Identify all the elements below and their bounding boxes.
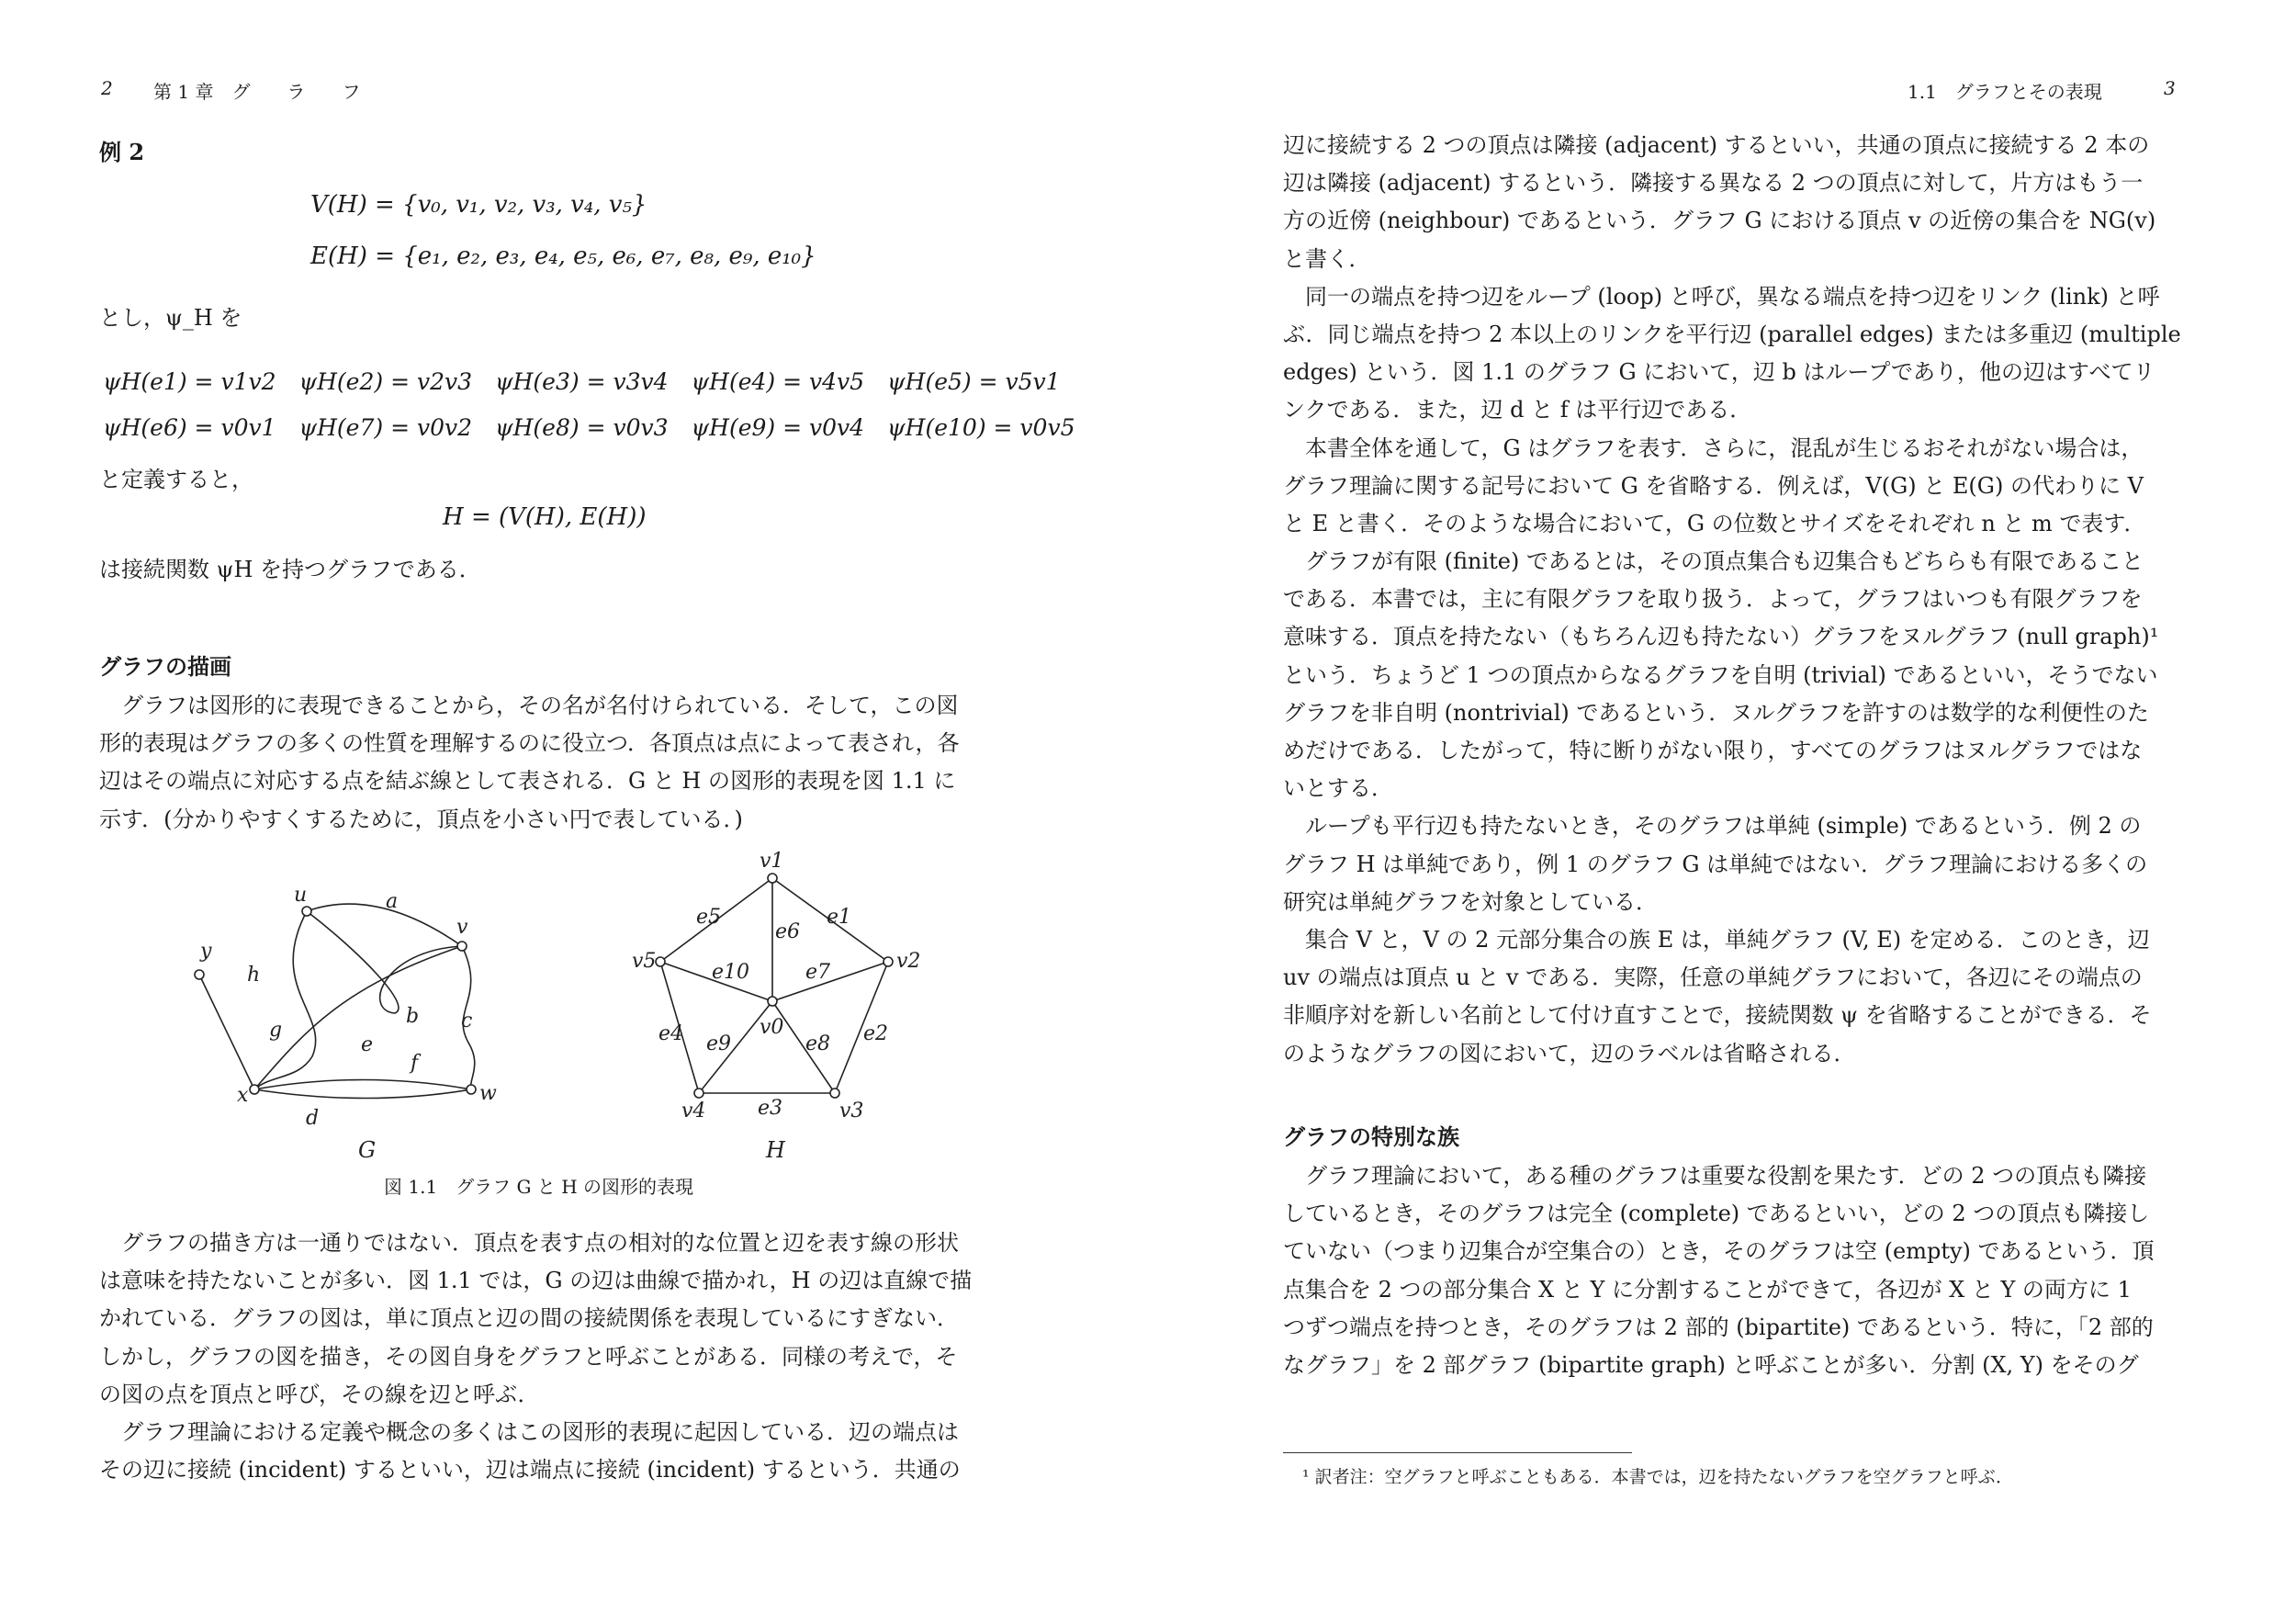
- edge-a: [307, 904, 462, 946]
- vertex-set-equation: V(H) = {v₀, v₁, v₂, v₃, v₄, v₅}: [310, 191, 647, 219]
- left-page: [0, 0, 1139, 1602]
- label-u: u: [294, 884, 308, 907]
- label-v2: v2: [896, 950, 921, 973]
- vertex-v5: [656, 957, 665, 966]
- text-line: グラフ理論において，ある種のグラフは重要な役割を果たす．どの 2 つの頂点も隣接: [1283, 1163, 2147, 1189]
- text-line: なグラフ」を 2 部グラフ (bipartite graph) と呼ぶことが多い．分割 (X, Y) をそのグ: [1283, 1351, 2139, 1378]
- figure-1-1: [165, 850, 992, 1167]
- label-a: a: [386, 890, 399, 913]
- drawing-paragraph: [99, 687, 1018, 839]
- text-line: と書く．: [1283, 245, 1371, 272]
- text-line: グラフ理論における定義や概念の多くはこの図形的表現に起因している．辺の端点は: [99, 1418, 959, 1445]
- text-line: つずつ端点を持つとき，そのグラフは 2 部的 (bipartite) であるという．特に，「2 部的: [1283, 1314, 2154, 1340]
- vertex-v3: [830, 1089, 839, 1098]
- text-line: 意味する．頂点を持たない（もちろん辺も持たない）グラフをヌルグラフ (null graph)¹: [1283, 624, 2159, 650]
- label-e6: e6: [775, 920, 801, 943]
- text-line: グラフは図形的に表現できることから，その名が名付けられている．そして，この図: [99, 693, 959, 718]
- edge-d: [254, 1089, 471, 1099]
- edge-b: [307, 911, 462, 1013]
- vertex-x: [250, 1085, 259, 1094]
- text-line: ぶ．同じ端点を持つ 2 本以上のリンクを平行辺 (parallel edges) または多重辺 (multiple: [1283, 321, 2181, 347]
- text-line: の図の点を頂点と呼び，その線を辺と呼ぶ．: [99, 1381, 540, 1407]
- vertex-v2: [884, 957, 893, 966]
- edge-f: [254, 1080, 471, 1090]
- edge-e: [254, 946, 462, 1089]
- drawing-paragraph-2: [99, 1224, 1018, 1489]
- vertex-v0: [768, 997, 777, 1006]
- vertex-y: [195, 970, 204, 979]
- text-line: その辺に接続 (incident) するといい，辺は端点に接続 (incident) するという．共通の: [99, 1457, 961, 1484]
- label-e: e: [361, 1033, 374, 1056]
- edge-g: [254, 911, 316, 1089]
- label-e7: e7: [805, 961, 831, 984]
- define-text: と定義すると，: [99, 467, 253, 492]
- incidence-line-2: ψH(e6) = v0v1 ψH(e7) = v0v2 ψH(e8) = v0v3 ψH(e9) = v0v4 ψH(e10) = v0v5: [103, 414, 1075, 441]
- chapter-header: 第 1 章 グ ラ フ: [153, 81, 361, 103]
- text-line: 辺は隣接 (adjacent) するという．隣接する異なる 2 つの頂点に対して，片方はもう一: [1283, 170, 2144, 197]
- text-line: 示す．(分かりやすくするために，頂点を小さい円で表している．): [99, 806, 743, 832]
- graph-h-name: H: [766, 1137, 785, 1163]
- label-h: h: [247, 964, 261, 987]
- text-line: 同一の端点を持つ辺をループ (loop) と呼び，異なる端点を持つ辺をリンク (link) と呼: [1283, 283, 2160, 310]
- text-line: 非順序対を新しい名前として付け直すことで，接続関数 ψ を省略することができる．そ: [1283, 1002, 2152, 1029]
- text-line: グラフを非自明 (nontrivial) であるという．ヌルグラフを許すのは数学的な利便性のた: [1283, 699, 2149, 726]
- label-e4: e4: [658, 1022, 684, 1045]
- text-line: しかし，グラフの図を描き，その図自身をグラフと呼ぶことがある．同様の考えで，そ: [99, 1343, 958, 1370]
- text-line: ていない（つまり辺集合が空集合の）とき，そのグラフは空 (empty) であるという．頂: [1283, 1238, 2155, 1265]
- label-e9: e9: [706, 1032, 732, 1055]
- label-v1: v1: [760, 850, 784, 873]
- text-line: 本書全体を通して，G はグラフを表す．さらに，混乱が生じるおそれがない場合は，: [1283, 434, 2144, 461]
- label-e3: e3: [758, 1097, 783, 1120]
- vertex-u: [302, 907, 311, 916]
- let-text: とし，ψ_H を: [99, 305, 242, 331]
- label-e5: e5: [696, 906, 722, 929]
- section-title-families: グラフの特別な族: [1283, 1123, 1459, 1150]
- vertex-w: [467, 1085, 476, 1094]
- text-line: は意味を持たないことが多い．図 1.1 では，G の辺は曲線で描かれ，H の辺は直線で描: [99, 1268, 973, 1294]
- text-line: めだけである．したがって，特に断りがない限り，すべてのグラフはヌルグラフではな: [1283, 738, 2143, 763]
- text-line: ンクである．また，辺 d と f は平行辺である．: [1283, 397, 1752, 423]
- label-e1: e1: [827, 906, 852, 929]
- label-b: b: [406, 1005, 420, 1028]
- section-title-drawing: グラフの描画: [99, 653, 231, 680]
- incidence-line-1: ψH(e1) = v1v2 ψH(e2) = v2v3 ψH(e3) = v3v4 ψH(e4) = v4v5 ψH(e5) = v5v1: [103, 368, 1061, 395]
- left-page-number: 2: [101, 77, 113, 99]
- text-line: グラフ H は単純であり，例 1 のグラフ G は単純ではない．グラフ理論における多くの: [1283, 851, 2148, 877]
- text-line: グラフが有限 (finite) であるとは，その頂点集合も辺集合もどちらも有限であること: [1283, 548, 2144, 575]
- text-line: かれている．グラフの図は，単に頂点と辺の間の接続関係を表現しているにすぎない．: [99, 1305, 959, 1332]
- text-line: のようなグラフの図において，辺のラベルは省略される．: [1283, 1040, 1856, 1066]
- label-d: d: [306, 1107, 320, 1130]
- figure-caption: 図 1.1 グラフ G と H の図形的表現: [384, 1176, 694, 1198]
- label-y: y: [200, 940, 212, 963]
- footnote: ¹ 訳者注：空グラフと呼ぶこともある．本書では，辺を持たないグラフを空グラフと呼ぶ．: [1302, 1467, 2014, 1487]
- edge-set-equation: E(H) = {e₁, e₂, e₃, e₄, e₅, e₆, e₇, e₈, e₉, e₁₀}: [310, 243, 816, 270]
- label-e2: e2: [863, 1022, 889, 1045]
- text-line: 研究は単純グラフを対象としている．: [1283, 888, 1658, 915]
- text-line: 点集合を 2 つの部分集合 X と Y に分割することができて，各辺が X と Y の両方に 1: [1283, 1276, 2132, 1303]
- vertex-v1: [768, 874, 777, 883]
- graph-h-equation: H = (V(H), E(H)): [443, 503, 647, 531]
- text-line: uv の端点は頂点 u と v である．実際，任意の単純グラフにおいて，各辺にその端点の: [1283, 965, 2143, 991]
- label-v0: v0: [760, 1016, 784, 1039]
- text-line: グラフの描き方は一通りではない．頂点を表す点の相対的な位置と辺を表す線の形状: [99, 1230, 959, 1256]
- label-c: c: [461, 1010, 473, 1032]
- text-line: である．本書では，主に有限グラフを取り扱う．よって，グラフはいつも有限グラフを: [1283, 586, 2143, 613]
- text-line: いとする．: [1283, 775, 1393, 802]
- right-page-number: 3: [2164, 77, 2176, 99]
- label-e10: e10: [712, 961, 750, 984]
- footnote-rule: [1283, 1452, 1632, 1453]
- label-v3: v3: [839, 1100, 864, 1123]
- graph-g-name: G: [358, 1137, 377, 1163]
- text-line: 形的表現はグラフの多くの性質を理解するのに役立つ．各頂点は点によって表され，各: [99, 730, 960, 757]
- label-f: f: [411, 1052, 419, 1075]
- label-x: x: [237, 1084, 249, 1107]
- text-line: 辺はその端点に対応する点を結ぶ線として表される．G と H の図形的表現を図 1.1 に: [99, 768, 956, 795]
- label-v4: v4: [681, 1100, 706, 1123]
- section-header: 1.1 グラフとその表現: [1908, 81, 2102, 103]
- text-line: ループも平行辺も持たないとき，そのグラフは単純 (simple) であるという．例 2 の: [1283, 813, 2142, 840]
- text-line: と E と書く．そのような場合において，G の位数とサイズをそれぞれ n と m で表す．: [1283, 510, 2146, 536]
- right-page: [1194, 0, 2296, 1602]
- label-g: g: [269, 1019, 283, 1042]
- right-paragraph-1: [1283, 127, 2201, 1073]
- text-line: 辺に接続する 2 つの頂点は隣接 (adjacent) するといい，共通の頂点に接続する 2 本の: [1283, 132, 2150, 158]
- text-line: 方の近傍 (neighbour) であるという．グラフ G における頂点 v の近傍の集合を NG(v): [1283, 208, 2156, 234]
- label-e8: e8: [805, 1032, 831, 1055]
- vertex-v: [457, 942, 467, 951]
- text-line: グラフ理論に関する記号において G を省略する．例えば，V(G) と E(G) の代わりに V: [1283, 472, 2144, 499]
- example-label: 例 2: [99, 139, 145, 165]
- label-v5: v5: [632, 950, 657, 973]
- label-w: w: [479, 1082, 497, 1105]
- vertex-v4: [694, 1089, 703, 1098]
- conclusion-text: は接続関数 ψH を持つグラフである．: [99, 557, 481, 582]
- text-line: edges) という．図 1.1 のグラフ G において，辺 b はループであり，他の辺はすべてリ: [1283, 359, 2155, 386]
- edge-h: [199, 975, 254, 1089]
- label-v: v: [456, 916, 468, 939]
- text-line: という．ちょうど 1 つの頂点からなるグラフを自明 (trivial) であるといい，そうでない: [1283, 661, 2158, 688]
- text-line: しているとき，そのグラフは完全 (complete) であるといい，どの 2 つの頂点も隣接し: [1283, 1201, 2150, 1227]
- text-line: 集合 V と，V の 2 元部分集合の族 E は，単純グラフ (V, E) を定める．このとき，辺: [1283, 926, 2150, 953]
- right-paragraph-2: [1283, 1157, 2201, 1384]
